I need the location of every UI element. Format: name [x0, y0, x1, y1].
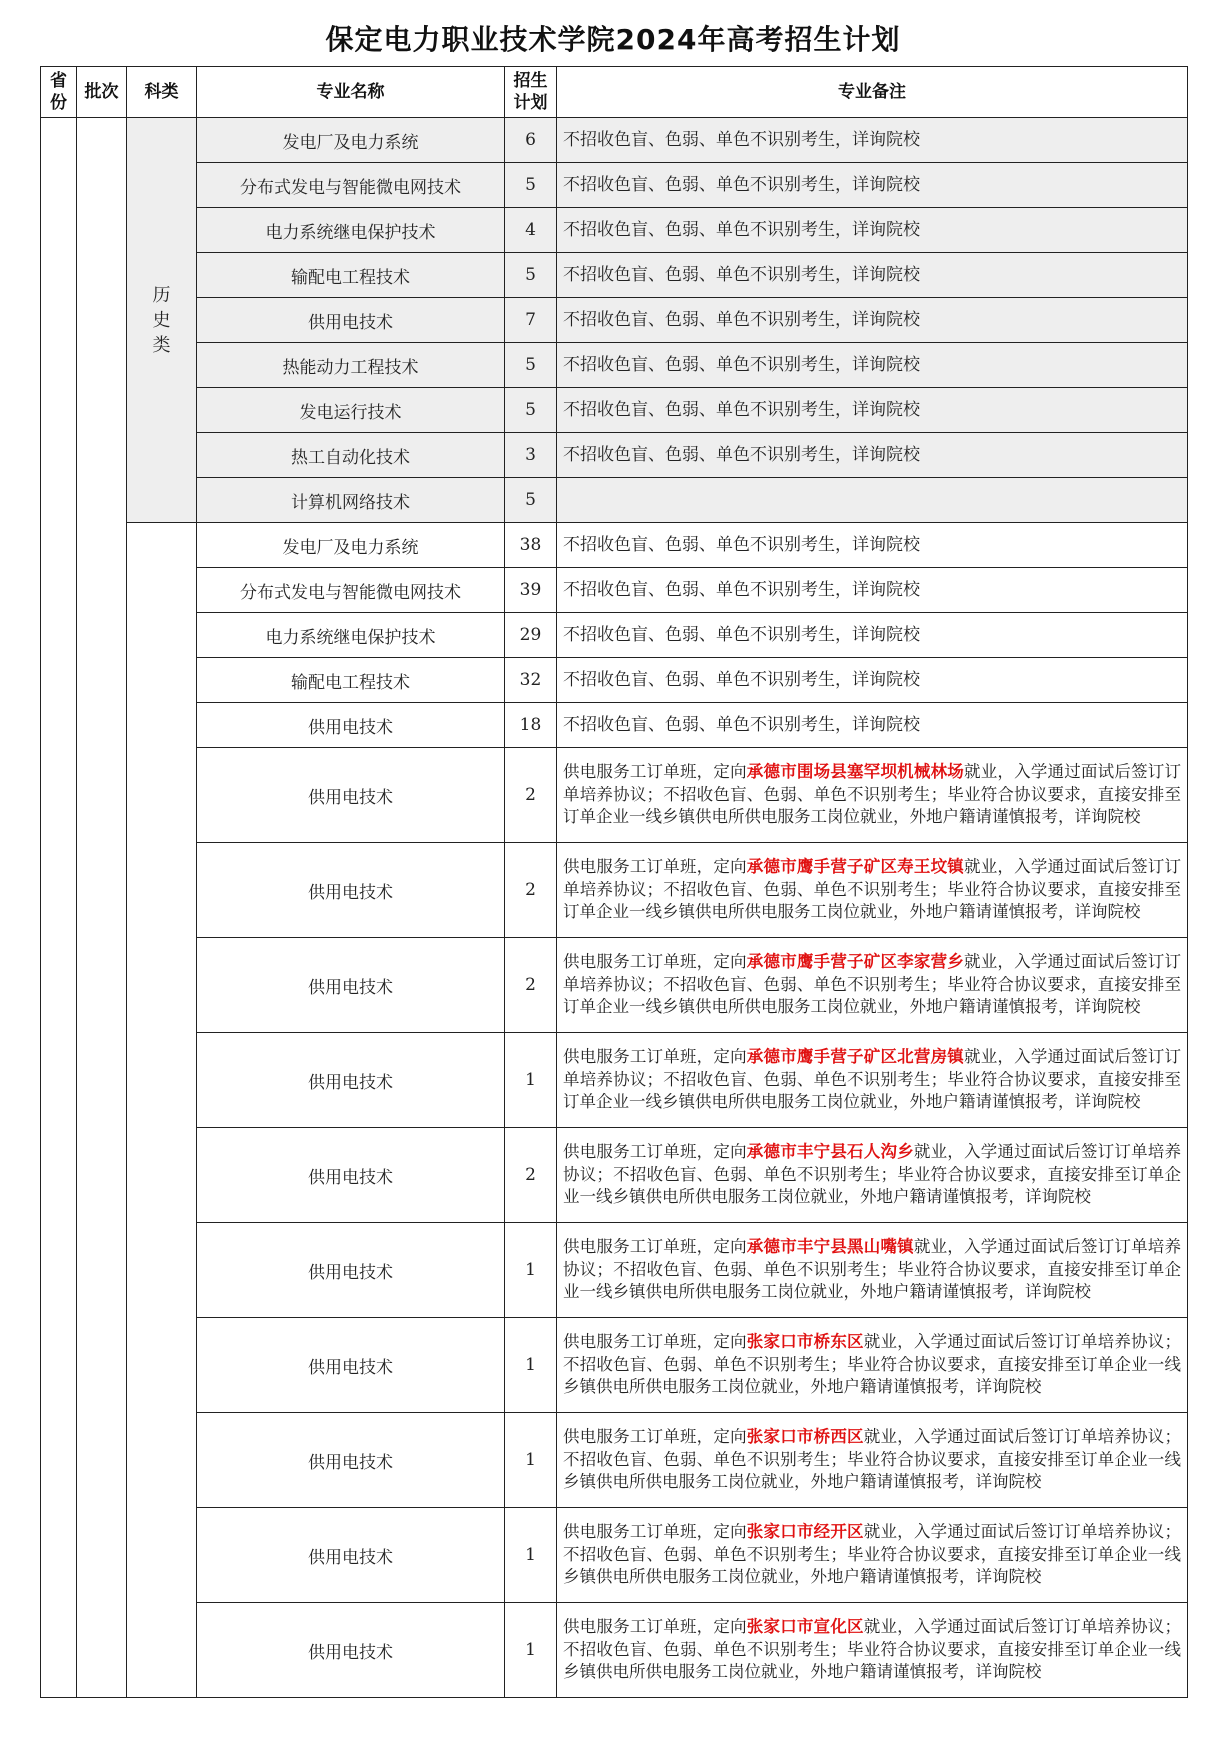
- remark-prefix: 供电服务工订单班，定向: [563, 1332, 747, 1352]
- remark-prefix: 供电服务工订单班，定向: [563, 952, 747, 972]
- major-name-cell: 热能动力工程技术: [197, 343, 505, 388]
- table-row: [41, 478, 1188, 523]
- table-row: [41, 613, 1188, 658]
- remark-cell: 不招收色盲、色弱、单色不识别考生，详询院校: [557, 253, 1188, 298]
- remark-prefix: 供电服务工订单班，定向: [563, 762, 747, 782]
- table-row: [41, 433, 1188, 478]
- remark-prefix: 供电服务工订单班，定向: [563, 1047, 747, 1067]
- plan-count-cell: 2: [505, 748, 557, 843]
- table-row: [41, 388, 1188, 433]
- major-name-cell: 供用电技术: [197, 1128, 505, 1223]
- remark-prefix: 供电服务工订单班，定向: [563, 1522, 747, 1542]
- page-title: 保定电力职业技术学院2024年高考招生计划: [325, 23, 901, 56]
- enrollment-plan-table: [40, 66, 1188, 1698]
- category-char: 历: [152, 284, 171, 306]
- plan-count-cell: 5: [505, 163, 557, 208]
- remark-cell: 不招收色盲、色弱、单色不识别考生，详询院校: [557, 658, 1188, 703]
- table-row: [41, 703, 1188, 748]
- header-major: 专业名称: [197, 67, 505, 118]
- remark-suffix: 就业，入学通过面试后签订订单培养协议；不招收色盲、色弱、单色不识别考生；毕业符合协议要求，直接安排至订单企业一线乡镇供电所供电服务工岗位就业，外地户籍请谨慎报考，详询院校: [563, 1617, 1182, 1682]
- category-history-cell: [127, 118, 197, 523]
- remark-cell: [557, 748, 1188, 843]
- major-name-cell: 供用电技术: [197, 1318, 505, 1413]
- major-name-cell: 电力系统继电保护技术: [197, 208, 505, 253]
- table-row: [41, 1223, 1188, 1318]
- plan-count-cell: 18: [505, 703, 557, 748]
- major-name-cell: 发电厂及电力系统: [197, 523, 505, 568]
- table-row: [41, 1128, 1188, 1223]
- header-province: 省 份: [41, 67, 77, 118]
- remark-location: 承德市丰宁县黑山嘴镇: [746, 1237, 914, 1257]
- major-name-cell: 分布式发电与智能微电网技术: [197, 163, 505, 208]
- table-row: [41, 298, 1188, 343]
- remark-cell: 不招收色盲、色弱、单色不识别考生，详询院校: [557, 433, 1188, 478]
- remark-cell: 不招收色盲、色弱、单色不识别考生，详询院校: [557, 703, 1188, 748]
- remark-cell: 不招收色盲、色弱、单色不识别考生，详询院校: [557, 118, 1188, 163]
- major-name-cell: 供用电技术: [197, 938, 505, 1033]
- major-name-cell: 供用电技术: [197, 843, 505, 938]
- table-row: [41, 1033, 1188, 1128]
- remark-suffix: 就业，入学通过面试后签订订单培养协议；不招收色盲、色弱、单色不识别考生；毕业符合协议要求，直接安排至订单企业一线乡镇供电所供电服务工岗位就业，外地户籍请谨慎报考，详询院校: [563, 952, 1182, 1017]
- table-header-row: [41, 67, 1188, 118]
- major-name-cell: 供用电技术: [197, 1413, 505, 1508]
- remark-location: 承德市鹰手营子矿区寿王坟镇: [746, 857, 965, 877]
- major-name-cell: 分布式发电与智能微电网技术: [197, 568, 505, 613]
- table-row: [41, 1508, 1188, 1603]
- table-row: [41, 163, 1188, 208]
- major-name-cell: 发电厂及电力系统: [197, 118, 505, 163]
- table-row: [41, 938, 1188, 1033]
- major-name-cell: 供用电技术: [197, 298, 505, 343]
- remark-cell: [557, 478, 1188, 523]
- plan-count-cell: 5: [505, 478, 557, 523]
- major-name-cell: 输配电工程技术: [197, 253, 505, 298]
- header-category: 科类: [127, 67, 197, 118]
- remark-prefix: 供电服务工订单班，定向: [563, 857, 747, 877]
- plan-count-cell: 39: [505, 568, 557, 613]
- major-name-cell: 发电运行技术: [197, 388, 505, 433]
- remark-location: 承德市鹰手营子矿区李家营乡: [746, 952, 965, 972]
- remark-cell: [557, 1413, 1188, 1508]
- remark-cell: 不招收色盲、色弱、单色不识别考生，详询院校: [557, 208, 1188, 253]
- remark-location: 张家口市宣化区: [746, 1617, 864, 1637]
- table-row: [41, 1603, 1188, 1698]
- plan-count-cell: 7: [505, 298, 557, 343]
- table-row: [41, 843, 1188, 938]
- remark-cell: [557, 843, 1188, 938]
- table-row: [41, 658, 1188, 703]
- remark-cell: [557, 1128, 1188, 1223]
- header-plan: 招生 计划: [505, 67, 557, 118]
- table-row: [41, 523, 1188, 568]
- plan-count-cell: 1: [505, 1318, 557, 1413]
- header-batch: 批次: [77, 67, 127, 118]
- remark-suffix: 就业，入学通过面试后签订订单培养协议；不招收色盲、色弱、单色不识别考生；毕业符合协议要求，直接安排至订单企业一线乡镇供电所供电服务工岗位就业，外地户籍请谨慎报考，详询院校: [563, 1047, 1182, 1112]
- major-name-cell: 计算机网络技术: [197, 478, 505, 523]
- remark-cell: [557, 1318, 1188, 1413]
- major-name-cell: 供用电技术: [197, 1603, 505, 1698]
- remark-cell: 不招收色盲、色弱、单色不识别考生，详询院校: [557, 568, 1188, 613]
- plan-count-cell: 5: [505, 253, 557, 298]
- table-row: [41, 253, 1188, 298]
- remark-cell: [557, 1033, 1188, 1128]
- major-name-cell: 供用电技术: [197, 748, 505, 843]
- plan-count-cell: 4: [505, 208, 557, 253]
- table-row: [41, 1318, 1188, 1413]
- plan-count-cell: 1: [505, 1413, 557, 1508]
- plan-count-cell: 5: [505, 343, 557, 388]
- major-name-cell: 供用电技术: [197, 1033, 505, 1128]
- remark-cell: 不招收色盲、色弱、单色不识别考生，详询院校: [557, 523, 1188, 568]
- category-char: 史: [152, 309, 171, 331]
- remark-cell: [557, 1508, 1188, 1603]
- table-row: [41, 568, 1188, 613]
- remark-suffix: 就业，入学通过面试后签订订单培养协议；不招收色盲、色弱、单色不识别考生；毕业符合协议要求，直接安排至订单企业一线乡镇供电所供电服务工岗位就业，外地户籍请谨慎报考，详询院校: [563, 1237, 1182, 1302]
- plan-count-cell: 3: [505, 433, 557, 478]
- remark-suffix: 就业，入学通过面试后签订订单培养协议；不招收色盲、色弱、单色不识别考生；毕业符合协议要求，直接安排至订单企业一线乡镇供电所供电服务工岗位就业，外地户籍请谨慎报考，详询院校: [563, 1142, 1182, 1207]
- remark-prefix: 供电服务工订单班，定向: [563, 1617, 747, 1637]
- table-row: [41, 118, 1188, 163]
- major-name-cell: 热工自动化技术: [197, 433, 505, 478]
- major-name-cell: 供用电技术: [197, 1223, 505, 1318]
- remark-prefix: 供电服务工订单班，定向: [563, 1427, 747, 1447]
- remark-location: 承德市围场县塞罕坝机械林场: [746, 762, 965, 782]
- plan-count-cell: 1: [505, 1603, 557, 1698]
- remark-cell: [557, 1223, 1188, 1318]
- remark-prefix: 供电服务工订单班，定向: [563, 1237, 747, 1257]
- plan-count-cell: 6: [505, 118, 557, 163]
- plan-count-cell: 5: [505, 388, 557, 433]
- major-name-cell: 供用电技术: [197, 1508, 505, 1603]
- remark-location: 承德市鹰手营子矿区北营房镇: [746, 1047, 965, 1067]
- plan-count-cell: 2: [505, 938, 557, 1033]
- remark-cell: 不招收色盲、色弱、单色不识别考生，详询院校: [557, 388, 1188, 433]
- remark-suffix: 就业，入学通过面试后签订订单培养协议；不招收色盲、色弱、单色不识别考生；毕业符合协议要求，直接安排至订单企业一线乡镇供电所供电服务工岗位就业，外地户籍请谨慎报考，详询院校: [563, 1522, 1182, 1587]
- province-cell: [41, 118, 77, 1698]
- plan-count-cell: 32: [505, 658, 557, 703]
- category-cell-second: [127, 523, 197, 1698]
- remark-cell: 不招收色盲、色弱、单色不识别考生，详询院校: [557, 163, 1188, 208]
- remark-cell: [557, 1603, 1188, 1698]
- plan-count-cell: 2: [505, 1128, 557, 1223]
- remark-cell: 不招收色盲、色弱、单色不识别考生，详询院校: [557, 343, 1188, 388]
- major-name-cell: 输配电工程技术: [197, 658, 505, 703]
- major-name-cell: 供用电技术: [197, 703, 505, 748]
- remark-location: 张家口市桥西区: [746, 1427, 864, 1447]
- plan-count-cell: 2: [505, 843, 557, 938]
- remark-prefix: 供电服务工订单班，定向: [563, 1142, 747, 1162]
- remark-cell: 不招收色盲、色弱、单色不识别考生，详询院校: [557, 613, 1188, 658]
- table-row: [41, 748, 1188, 843]
- plan-count-cell: 1: [505, 1033, 557, 1128]
- plan-count-cell: 29: [505, 613, 557, 658]
- major-name-cell: 电力系统继电保护技术: [197, 613, 505, 658]
- remark-location: 张家口市桥东区: [746, 1332, 864, 1352]
- batch-cell: [77, 118, 127, 1698]
- remark-cell: 不招收色盲、色弱、单色不识别考生，详询院校: [557, 298, 1188, 343]
- remark-location: 张家口市经开区: [746, 1522, 864, 1542]
- remark-suffix: 就业，入学通过面试后签订订单培养协议；不招收色盲、色弱、单色不识别考生；毕业符合协议要求，直接安排至订单企业一线乡镇供电所供电服务工岗位就业，外地户籍请谨慎报考，详询院校: [563, 1427, 1182, 1492]
- remark-location: 承德市丰宁县石人沟乡: [746, 1142, 914, 1162]
- remark-suffix: 就业，入学通过面试后签订订单培养协议；不招收色盲、色弱、单色不识别考生；毕业符合协议要求，直接安排至订单企业一线乡镇供电所供电服务工岗位就业，外地户籍请谨慎报考，详询院校: [563, 857, 1182, 922]
- plan-count-cell: 1: [505, 1508, 557, 1603]
- table-row: [41, 343, 1188, 388]
- remark-suffix: 就业，入学通过面试后签订订单培养协议；不招收色盲、色弱、单色不识别考生；毕业符合协议要求，直接安排至订单企业一线乡镇供电所供电服务工岗位就业，外地户籍请谨慎报考，详询院校: [563, 1332, 1182, 1397]
- table-row: [41, 1413, 1188, 1508]
- category-char: 类: [152, 334, 171, 356]
- plan-count-cell: 1: [505, 1223, 557, 1318]
- plan-count-cell: 38: [505, 523, 557, 568]
- remark-suffix: 就业，入学通过面试后签订订单培养协议；不招收色盲、色弱、单色不识别考生；毕业符合协议要求，直接安排至订单企业一线乡镇供电所供电服务工岗位就业，外地户籍请谨慎报考，详询院校: [563, 762, 1182, 827]
- table-row: [41, 208, 1188, 253]
- remark-cell: [557, 938, 1188, 1033]
- header-remark: 专业备注: [557, 67, 1188, 118]
